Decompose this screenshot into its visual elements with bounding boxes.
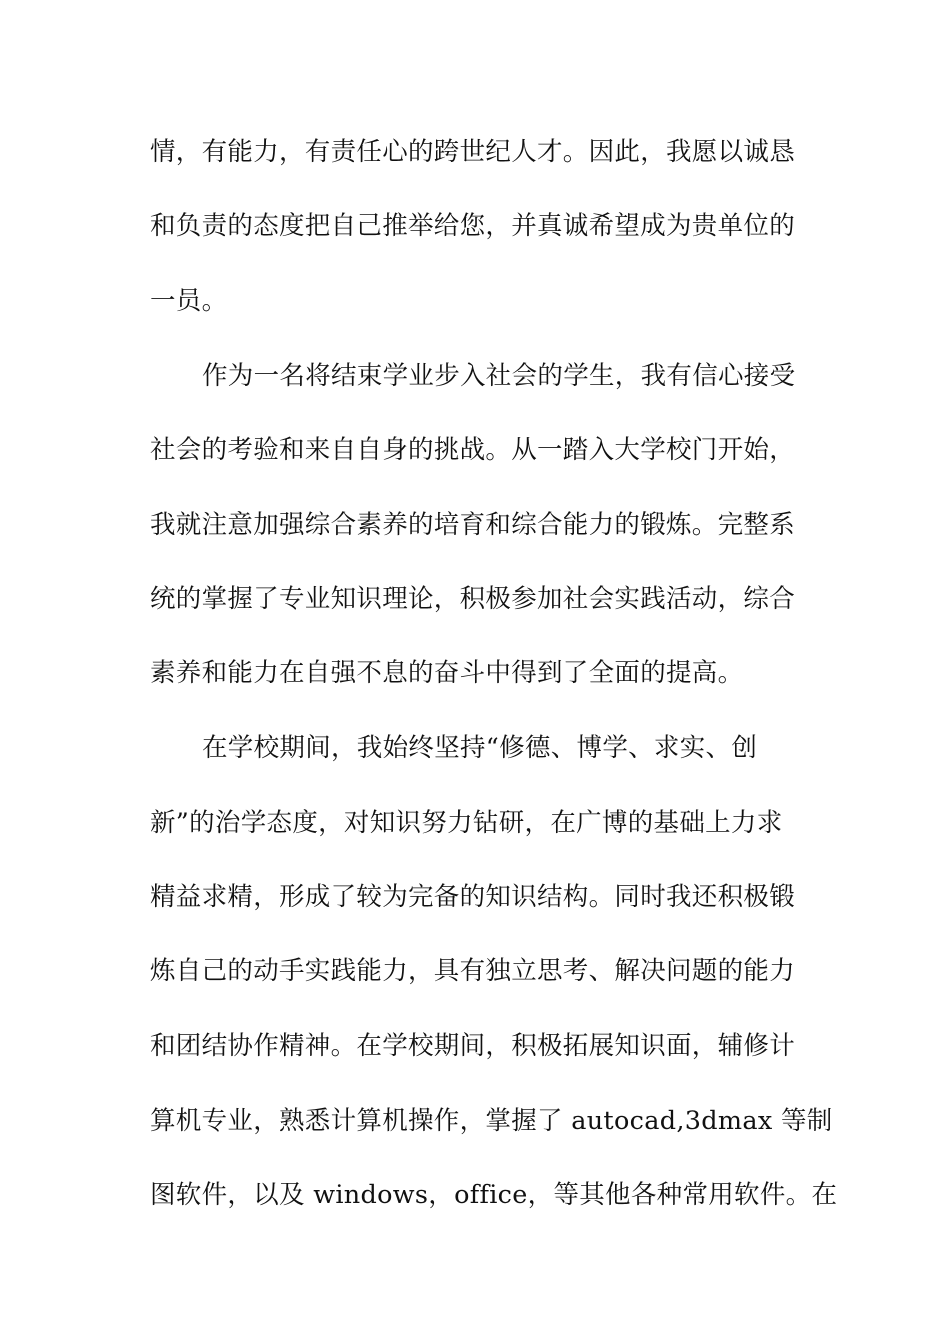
text-line: 和负责的态度把自己推举给您，并真诚希望成为贵单位的 xyxy=(150,211,796,241)
text-line: 图软件，以及 windows，office，等其他各种常用软件。在 xyxy=(150,1180,838,1210)
text-line: 社会的考验和来自自身的挑战。从一踏入大学校门开始， xyxy=(150,435,796,465)
text-line: 新”的治学态度，对知识努力钻研，在广博的基础上力求 xyxy=(150,808,783,838)
text-line: 和团结协作精神。在学校期间，积极拓展知识面，辅修计 xyxy=(150,1031,796,1061)
text-line: 我就注意加强综合素养的培育和综合能力的锻炼。完整系 xyxy=(150,510,796,540)
text-line: 统的掌握了专业知识理论，积极参加社会实践活动，综合 xyxy=(150,584,796,614)
text-line: 精益求精，形成了较为完备的知识结构。同时我还积极锻 xyxy=(150,882,796,912)
text-line: 一员。 xyxy=(150,286,228,316)
text-line: 情，有能力，有责任心的跨世纪人才。因此，我愿以诚恳 xyxy=(150,137,796,167)
text-line: 炼自己的动手实践能力，具有独立思考、解决问题的能力 xyxy=(150,956,796,986)
text-line: 算机专业，熟悉计算机操作，掌握了 autocad,3dmax 等制 xyxy=(150,1106,833,1136)
text-line: 素养和能力在自强不息的奋斗中得到了全面的提高。 xyxy=(150,658,744,688)
paragraph-first-line: 在学校期间，我始终坚持“修德、博学、求实、创 xyxy=(202,733,758,763)
paragraph-first-line: 作为一名将结束学业步入社会的学生，我有信心接受 xyxy=(202,361,796,391)
